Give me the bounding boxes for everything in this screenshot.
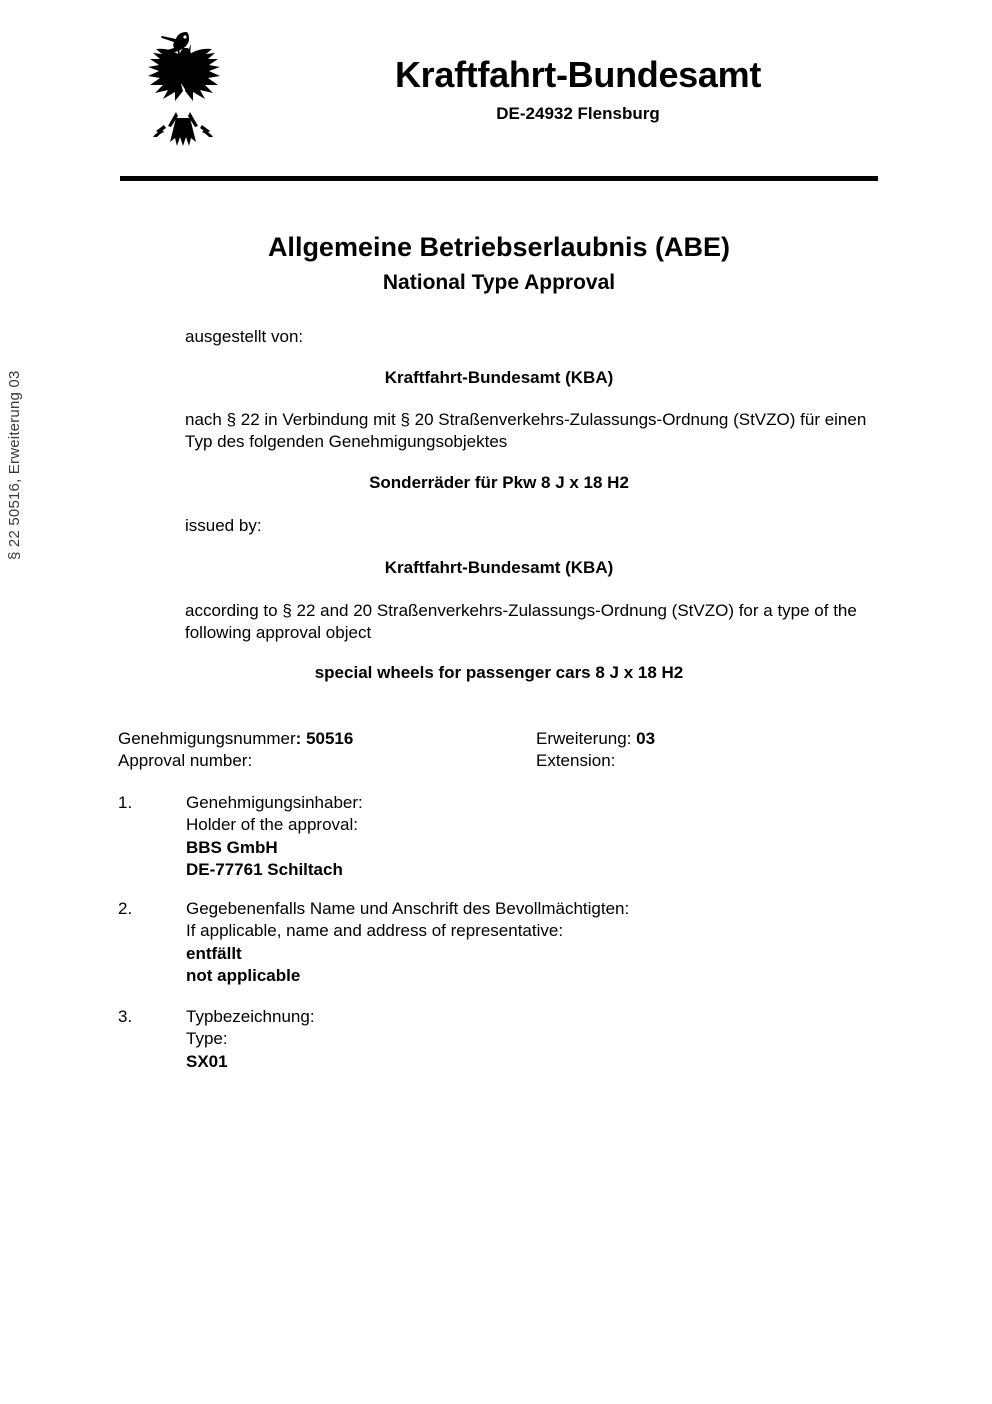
approval-number-colon: : <box>295 729 302 748</box>
item-label-en: Type: <box>186 1029 228 1049</box>
item-number: 1. <box>118 793 133 812</box>
list-item <box>118 1006 888 1073</box>
extension-value: 03 <box>636 729 656 748</box>
item-value-line-1: SX01 <box>186 1051 228 1071</box>
legal-basis-en: according to § 22 and 20 Straßenverkehrs-Zulassungs-Ordnung (StVZO) for a type of the following approval object <box>185 601 857 643</box>
item-label-de: Gegebenenfalls Name und Anschrift des Bevollmächtigten: <box>186 899 630 918</box>
organisation-address: DE-24932 Flensburg <box>496 103 660 123</box>
approval-object-en: special wheels for passenger cars 8 J x 18 H2 <box>314 663 684 682</box>
item-number: 3. <box>118 1007 133 1026</box>
extension-label-de: Erweiterung: <box>536 729 632 748</box>
item-label-en: Holder of the approval: <box>186 815 358 835</box>
federal-eagle-icon <box>128 26 238 156</box>
approval-object-de: Sonderräder für Pkw 8 J x 18 H2 <box>369 473 629 492</box>
approval-number-label-en: Approval number: <box>118 751 253 771</box>
extension-label-en: Extension: <box>536 751 616 771</box>
item-label-de: Typbezeichnung: <box>186 1007 315 1026</box>
item-number: 2. <box>118 899 133 918</box>
document-header <box>118 26 878 156</box>
issued-by-label-en: issued by: <box>185 516 262 535</box>
issuer-name-en: Kraftfahrt-Bundesamt (KBA) <box>384 558 614 577</box>
document-title-de: Allgemeine Betriebserlaubnis (ABE) <box>267 232 731 262</box>
item-value-line-2: DE-77761 Schiltach <box>186 860 343 880</box>
list-item <box>118 792 888 882</box>
header-divider <box>120 176 878 181</box>
item-value-line-1: entfällt <box>186 943 242 963</box>
extension-block <box>536 728 876 773</box>
item-value-line-2: not applicable <box>186 966 301 986</box>
item-label-en: If applicable, name and address of representative: <box>186 921 564 941</box>
issued-by-label-de: ausgestellt von: <box>185 327 304 346</box>
approval-number-block <box>118 728 538 773</box>
approval-number-label-de: Genehmigungsnummer <box>118 729 296 748</box>
approval-number-value: 50516 <box>306 729 354 748</box>
header-text-block <box>278 56 878 124</box>
side-margin-note-text: § 22 50516, Erweiterung 03 <box>6 370 23 560</box>
issuer-name-de: Kraftfahrt-Bundesamt (KBA) <box>384 368 614 387</box>
item-value-line-1: BBS GmbH <box>186 837 278 857</box>
list-item <box>118 898 888 988</box>
document-title-en: National Type Approval <box>382 271 616 294</box>
organisation-title: Kraftfahrt-Bundesamt <box>394 54 762 95</box>
item-label-de: Genehmigungsinhaber: <box>186 793 363 812</box>
legal-basis-de: nach § 22 in Verbindung mit § 20 Straßenverkehrs-Zulassungs-Ordnung (StVZO) für einen Typ des folgenden Genehmigungsobjektes <box>185 410 867 452</box>
